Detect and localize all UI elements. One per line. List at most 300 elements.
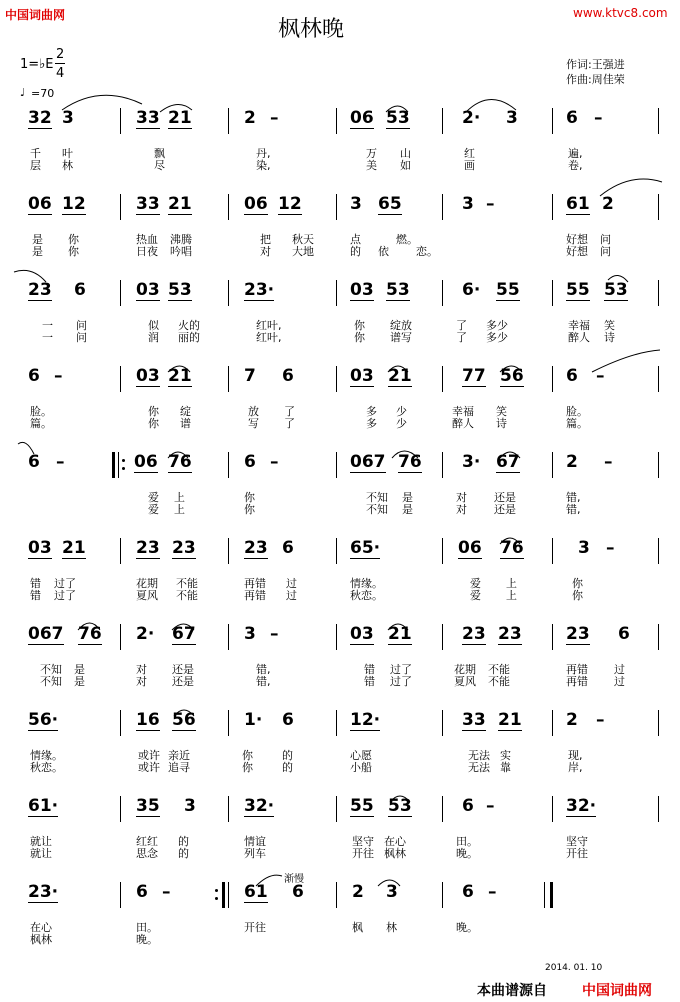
lyric-verse2: 晚。 (456, 847, 478, 860)
note: 76 (398, 452, 422, 472)
lyric-verse2: 过 (286, 589, 297, 602)
lyric-verse1: 在心 (30, 921, 52, 934)
note: – (604, 452, 613, 472)
note: 55 (496, 280, 520, 300)
lyric-verse2: 醉人 (452, 417, 474, 430)
lyric-verse2: 是 (74, 675, 85, 688)
lyric-verse1: 绽放 (390, 319, 412, 332)
note: 65 (378, 194, 402, 214)
lyric-verse2: 再错 (244, 589, 266, 602)
slur (500, 538, 520, 544)
slur (388, 624, 408, 630)
slur (390, 796, 410, 802)
lyric-verse1: 不知 (40, 663, 62, 676)
song-title: 枫林晚 (278, 17, 345, 42)
lyric-verse1: 晚。 (456, 921, 478, 934)
lyric-verse2: 夏风 (454, 675, 476, 688)
lyric-verse1: 过了 (54, 577, 76, 590)
lyric-verse1: 无法 (468, 749, 490, 762)
slur (500, 366, 522, 372)
note: 23 (566, 624, 590, 644)
note: 53 (386, 108, 410, 128)
lyric-verse1: 笑 (604, 319, 615, 332)
note: – (486, 796, 495, 816)
note: 6 (462, 796, 474, 816)
lyric-verse1: 坚守 (352, 835, 374, 848)
note: 76 (500, 538, 524, 558)
lyric-verse1: 还是 (172, 663, 194, 676)
lyric-verse2: 晚。 (136, 933, 158, 946)
lyric-verse1: 红红 (136, 835, 158, 848)
note: 23 (136, 538, 160, 558)
lyric-verse2: 就让 (30, 847, 52, 860)
lyric-verse1: 爱 (470, 577, 481, 590)
note: 03 (28, 538, 52, 558)
site-watermark-left: 中国词曲网 (5, 8, 66, 22)
note: 21 (388, 366, 412, 386)
note: 67 (172, 624, 196, 644)
lyric-verse2: 不能 (488, 675, 510, 688)
lyric-verse2: 无法 (468, 761, 490, 774)
lyric-verse1: 在心 (384, 835, 406, 848)
note: 6 (292, 882, 304, 902)
lyric-verse2: 卷, (568, 159, 583, 172)
lyric-verse2: 的 (282, 761, 293, 774)
note: 06 (458, 538, 482, 558)
lyric-verse1: 错, (256, 663, 271, 676)
note: 03 (136, 366, 160, 386)
note: 21 (168, 194, 192, 214)
lyric-verse2: 夏风 (136, 589, 158, 602)
note: 33 (462, 710, 486, 730)
lyric-verse2: 岸, (568, 761, 583, 774)
note: 23 (244, 538, 268, 558)
lyric-verse1: 是 (32, 233, 43, 246)
lyric-verse2: 写 (248, 417, 259, 430)
lyric-verse1: 红 (464, 147, 475, 160)
note: 61 (566, 194, 590, 214)
note: 03 (350, 366, 374, 386)
lyric-verse1: 问 (600, 233, 611, 246)
lyric-verse2: 错 (30, 589, 41, 602)
lyric-verse1: 错, (566, 491, 581, 504)
note: – (594, 108, 603, 128)
note: 3 (578, 538, 590, 558)
lyric-verse2: 大地 (292, 245, 314, 258)
note: 6 (618, 624, 630, 644)
note: – (56, 452, 65, 472)
lyric-verse2: 恋。 (416, 245, 438, 258)
lyric-verse1: 上 (506, 577, 517, 590)
lyric-verse2: 或许 (138, 761, 160, 774)
slur (14, 270, 46, 282)
lyric-verse2: 不知 (366, 503, 388, 516)
note: 2 (244, 108, 256, 128)
note: 53 (386, 280, 410, 300)
note: 067 (28, 624, 64, 644)
lyric-verse2: 你 (572, 589, 583, 602)
lyric-verse2: 画 (464, 159, 475, 172)
note: 23· (244, 280, 275, 300)
note: 65· (350, 538, 381, 558)
note: – (162, 882, 171, 902)
lyric-verse1: 多少 (486, 319, 508, 332)
note: 6 (566, 366, 578, 386)
slur (388, 366, 408, 372)
lyric-verse2: 不知 (40, 675, 62, 688)
slur (174, 710, 194, 716)
lyric-verse2: 是 (402, 503, 413, 516)
lyric-verse2: 了 (284, 417, 295, 430)
note: 35 (136, 796, 160, 816)
lyric-verse2: 醉人 (568, 331, 590, 344)
lyric-verse2: 开往 (352, 847, 374, 860)
note: 6 (28, 366, 40, 386)
lyric-verse2: 你 (68, 245, 79, 258)
note: 55 (566, 280, 590, 300)
lyric-verse2: 爱 (470, 589, 481, 602)
lyric-verse2: 你 (148, 417, 159, 430)
lyric-verse2: 诗 (604, 331, 615, 344)
note: 23 (498, 624, 522, 644)
lyric-verse2: 靠 (500, 761, 511, 774)
lyric-verse1: 林 (386, 921, 397, 934)
lyric-verse2: 层 (30, 159, 41, 172)
lyric-verse1: 你 (244, 491, 255, 504)
note: 3 (350, 194, 362, 214)
note: 2· (136, 624, 155, 644)
tempo-marking: =70 (31, 87, 55, 100)
lyric-verse2: 了 (456, 331, 467, 344)
footer-site-link[interactable]: 中国词曲网 (582, 983, 652, 999)
quarter-note-icon: ♩ (20, 86, 26, 99)
lyric-verse1: 亲近 (168, 749, 190, 762)
lyric-verse1: 过 (286, 577, 297, 590)
lyric-verse2: 错 (364, 675, 375, 688)
lyric-verse2: 还是 (494, 503, 516, 516)
lyric-verse2: 过了 (390, 675, 412, 688)
lyric-verse1: 的 (178, 835, 189, 848)
note: 3 (506, 108, 518, 128)
note: – (270, 452, 279, 472)
lyric-verse1: 多 (366, 405, 377, 418)
note: 21 (62, 538, 86, 558)
note: 21 (168, 108, 192, 128)
lyric-verse2: 枫林 (30, 933, 52, 946)
slur (608, 275, 628, 282)
note: – (596, 366, 605, 386)
lyric-verse2: 诗 (496, 417, 507, 430)
slur (160, 104, 192, 112)
lyric-verse1: 你 (572, 577, 583, 590)
lyric-verse2: 如 (400, 159, 411, 172)
lyric-verse1: 错 (364, 663, 375, 676)
lyric-verse2: 列车 (244, 847, 266, 860)
lyric-verse1: 就让 (30, 835, 52, 848)
note: 6 (282, 710, 294, 730)
note: 55 (350, 796, 374, 816)
note: 53 (604, 280, 628, 300)
site-watermark-right: www.ktvc8.com (573, 6, 668, 20)
lyric-verse1: 飘 (154, 147, 165, 160)
lyric-verse1: 绽 (180, 405, 191, 418)
lyric-verse2: 对 (136, 675, 147, 688)
note: 7 (244, 366, 256, 386)
lyric-verse1: 错 (30, 577, 41, 590)
lyric-verse1: 你 (242, 749, 253, 762)
note: – (270, 108, 279, 128)
lyric-verse2: 错, (256, 675, 271, 688)
slur (466, 99, 516, 112)
note: 61· (28, 796, 59, 816)
note: 56 (500, 366, 524, 386)
lyric-verse2: 润 (148, 331, 159, 344)
lyric-verse2: 过了 (54, 589, 76, 602)
lyric-verse2: 上 (506, 589, 517, 602)
lyric-verse2: 红叶, (256, 331, 282, 344)
ritardando-mark: 渐慢 (284, 874, 304, 885)
note: – (596, 710, 605, 730)
note: 21 (388, 624, 412, 644)
note: 12 (62, 194, 86, 214)
note: 3 (62, 108, 74, 128)
lyric-verse1: 情缘。 (30, 749, 63, 762)
lyric-verse1: 把 (260, 233, 271, 246)
slur (168, 452, 188, 458)
lyric-verse1: 或许 (138, 749, 160, 762)
note: 56· (28, 710, 59, 730)
note: 77 (462, 366, 486, 386)
note: 32 (28, 108, 52, 128)
lyric-verse1: 脸。 (566, 405, 588, 418)
slur (256, 875, 282, 886)
lyric-verse1: 再错 (244, 577, 266, 590)
lyric-verse2: 谱写 (390, 331, 412, 344)
note: 2 (352, 882, 364, 902)
note: 16 (136, 710, 160, 730)
lyric-verse2: 不能 (176, 589, 198, 602)
lyric-verse1: 上 (174, 491, 185, 504)
lyric-verse1: 情谊 (244, 835, 266, 848)
note: – (486, 194, 495, 214)
lyric-verse1: 是 (74, 663, 85, 676)
lyric-verse1: 花期 (454, 663, 476, 676)
lyric-verse1: 幸福 (568, 319, 590, 332)
slur (78, 623, 100, 630)
note: 2 (566, 452, 578, 472)
lyric-verse1: 的 (282, 749, 293, 762)
note: 23 (462, 624, 486, 644)
note: 6· (462, 280, 481, 300)
note: 06 (134, 452, 158, 472)
lyric-verse2: 错, (566, 503, 581, 516)
lyric-verse1: 点 (350, 233, 361, 246)
note: 6 (136, 882, 148, 902)
slur (386, 106, 408, 112)
note: 33 (136, 108, 160, 128)
lyric-verse1: 似 (148, 319, 159, 332)
lyric-verse2: 篇。 (566, 417, 588, 430)
note: 03 (350, 280, 374, 300)
note: 12· (350, 710, 381, 730)
lyric-verse1: 脸。 (30, 405, 52, 418)
note: 33 (136, 194, 160, 214)
lyric-verse1: 心愿 (350, 749, 372, 762)
lyric-verse1: 还是 (494, 491, 516, 504)
lyric-verse2: 好想 (566, 245, 588, 258)
lyric-verse1: 开往 (244, 921, 266, 934)
lyric-verse1: 不能 (488, 663, 510, 676)
lyric-verse1: 了 (456, 319, 467, 332)
lyric-verse1: 万 (366, 147, 377, 160)
lyric-verse1: 你 (68, 233, 79, 246)
slur (500, 452, 520, 458)
lyric-verse2: 小船 (350, 761, 372, 774)
note: 56 (172, 710, 196, 730)
note: – (488, 882, 497, 902)
lyric-verse1: 爱 (148, 491, 159, 504)
composer-credit: 作曲:周佳荣 (566, 73, 625, 86)
note: 53 (168, 280, 192, 300)
score-date: 2014. 01. 10 (545, 963, 603, 973)
lyric-verse2: 染, (256, 159, 271, 172)
lyric-verse2: 问 (76, 331, 87, 344)
lyric-verse2: 你 (354, 331, 365, 344)
lyric-verse1: 放 (248, 405, 259, 418)
lyric-verse1: 一 (42, 319, 53, 332)
note: 067 (350, 452, 386, 472)
lyric-verse1: 田。 (456, 835, 478, 848)
lyric-verse1: 幸福 (452, 405, 474, 418)
note: – (54, 366, 63, 386)
lyric-verse2: 开往 (566, 847, 588, 860)
lyric-verse2: 还是 (172, 675, 194, 688)
lyric-verse2: 多 (366, 417, 377, 430)
note: 6 (28, 452, 40, 472)
slur (392, 451, 418, 458)
lyric-verse2: 问 (600, 245, 611, 258)
lyric-verse1: 过 (614, 663, 625, 676)
lyric-verse1: 现, (568, 749, 583, 762)
lyric-verse1: 过了 (390, 663, 412, 676)
note: 67 (496, 452, 520, 472)
lyric-verse1: 对 (456, 491, 467, 504)
note: 53 (388, 796, 412, 816)
lyric-verse2: 美 (366, 159, 377, 172)
lyric-verse1: 对 (136, 663, 147, 676)
note: 23· (28, 882, 59, 902)
lyric-verse1: 田。 (136, 921, 158, 934)
lyric-verse1: 火的 (178, 319, 200, 332)
lyric-verse1: 笑 (496, 405, 507, 418)
footer-source-label: 本曲谱源自 (477, 983, 547, 999)
lyric-verse1: 少 (396, 405, 407, 418)
lyric-verse2: 你 (244, 503, 255, 516)
lyric-verse1: 枫 (352, 921, 363, 934)
slur (18, 442, 34, 454)
slur (592, 350, 660, 372)
note: 3 (184, 796, 196, 816)
lyric-verse1: 沸腾 (170, 233, 192, 246)
lyric-verse1: 问 (76, 319, 87, 332)
lyric-verse1: 不能 (176, 577, 198, 590)
lyric-verse2: 追寻 (168, 761, 190, 774)
note: 23 (28, 280, 52, 300)
lyric-verse1: 秋天 (292, 233, 314, 246)
note: 21 (168, 366, 192, 386)
lyric-verse1: 情缘。 (350, 577, 383, 590)
note: 3 (244, 624, 256, 644)
lyric-verse1: 叶 (62, 147, 73, 160)
lyric-verse2: 秋恋。 (350, 589, 383, 602)
note: 3 (386, 882, 398, 902)
note: 6 (282, 538, 294, 558)
lyric-verse2: 篇。 (30, 417, 52, 430)
lyric-verse1: 了 (284, 405, 295, 418)
note: 6 (566, 108, 578, 128)
note: 61 (244, 882, 268, 902)
lyric-verse2: 谱 (180, 417, 191, 430)
lyric-verse2: 爱 (148, 503, 159, 516)
slur (600, 179, 662, 196)
lyric-verse2: 丽的 (178, 331, 200, 344)
note: 03 (136, 280, 160, 300)
lyric-verse1: 不知 (366, 491, 388, 504)
note: 23 (172, 538, 196, 558)
slur (378, 880, 400, 886)
note: 2 (566, 710, 578, 730)
lyric-verse2: 枫林 (384, 847, 406, 860)
note: 1· (244, 710, 263, 730)
lyric-verse2: 一 (42, 331, 53, 344)
lyric-verse2: 上 (174, 503, 185, 516)
note: 76 (168, 452, 192, 472)
lyric-verse2: 吟唱 (170, 245, 192, 258)
lyric-verse1: 花期 (136, 577, 158, 590)
lyric-verse2: 再错 (566, 675, 588, 688)
lyric-verse1: 热血 (136, 233, 158, 246)
note: 32· (244, 796, 275, 816)
lyric-verse2: 依 (378, 245, 389, 258)
note: 06 (350, 108, 374, 128)
time-signature-top: 2 (56, 47, 65, 62)
lyric-verse2: 多少 (486, 331, 508, 344)
lyric-verse1: 坚守 (566, 835, 588, 848)
slur (62, 95, 142, 110)
lyric-verse1: 丹, (256, 147, 271, 160)
note: – (270, 624, 279, 644)
lyric-verse1: 再错 (566, 663, 588, 676)
note: 06 (244, 194, 268, 214)
lyric-verse2: 你 (242, 761, 253, 774)
note: – (606, 538, 615, 558)
lyric-verse1: 遍, (568, 147, 583, 160)
note: 3 (462, 194, 474, 214)
slur (172, 624, 194, 630)
lyric-verse2: 对 (260, 245, 271, 258)
note: 06 (28, 194, 52, 214)
lyric-verse2: 对 (456, 503, 467, 516)
note: 2 (602, 194, 614, 214)
lyric-verse2: 思念 (136, 847, 158, 860)
note: 6 (462, 882, 474, 902)
lyric-verse2: 过 (614, 675, 625, 688)
key-signature: 1=♭E (20, 57, 54, 72)
lyric-verse2: 少 (396, 417, 407, 430)
note: 2· (462, 108, 481, 128)
lyric-verse1: 千 (30, 147, 41, 160)
lyric-verse2: 尽 (154, 159, 165, 172)
